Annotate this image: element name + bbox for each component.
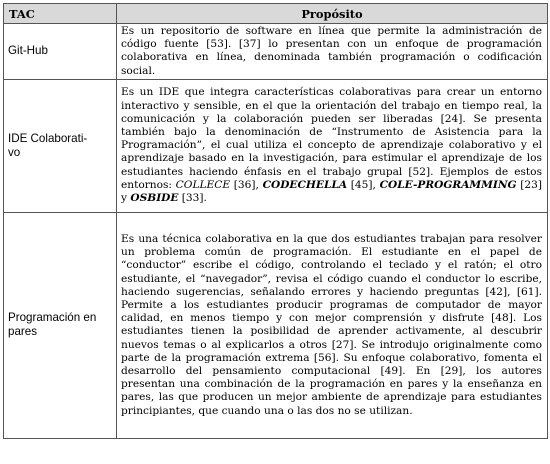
row-description-programacion-en-pares: Es una técnica colaborativa en la que dos estudiantes trabajan para resolver un problema común de programación. El estudiante en el papel de “conductor” escribe el código, controlando el teclado y el ratón; el otro estudiante, el “navegador”, revisa el código cuando el conductor lo escribe, haciendo sugerencias, señalando errores y haciendo preguntas [42], [61]. Permite a los estudiantes producir programas de computador de mayor calidad, en menos tiempo y con mejor comprensión y disfrute [48]. Los estudiantes tienen la posibilidad de aprender activamente, al descubrir nuevos temas o al explicarlos a otros [27]. Se introdujo originalmente como parte de la programación extrema [56]. Su enfoque colaborativo, fomenta el desarrollo del pensamiento computacional [49]. En [29], los autores presentan una combinación de la programación en pares y la enseñanza en pares, las que producen un mejor ambiente de aprendizaje para estudiantes principiantes, que cuando una o las dos no se utilizan. (117, 212, 548, 438)
table-row (4, 79, 548, 212)
example-collece: COLLECE (175, 178, 231, 191)
description-text: Es un IDE que integra características colaborativas para crear un entorno interactivo y sensible, en el que la orientación del trabajo en tiempo real, la comunicación y la colaboración pueden ser liberadas [24]. Se presenta también bajo la denominación de “Instrumento de Asistencia para la Programación”, el cual utiliza el concepto de aprendizaje colaborativo y el aprendizaje basado en la investigación, para estimular el aprendizaje de los estudiantes haciendo énfasis en el trabajo grupal [52]. Ejemplos de estos entornos: (121, 86, 542, 191)
example-cole-programming: COLE-PROGRAMMING (379, 178, 517, 191)
table-row (4, 24, 548, 80)
header-row (4, 4, 548, 24)
description-text: [36], (230, 178, 263, 191)
row-name-github: Git-Hub (4, 24, 117, 80)
document-page (3, 3, 547, 439)
example-osbide: OSBIDE (130, 192, 179, 205)
row-description-github: Es un repositorio de software en línea que permite la administración de código fuente [53]. [37] lo presentan con un enfoque de programación colaborativa en línea, denominada también programación o codificación social. (117, 24, 548, 80)
row-description-ide-colaborativo (117, 79, 548, 212)
row-name-line: vo (8, 145, 21, 159)
row-name-programacion-en-pares: Programación en pares (4, 212, 117, 438)
description-text: [33]. (178, 192, 207, 205)
table-header (4, 4, 548, 24)
description-text: [45], (347, 178, 380, 191)
description-text: [23] y (121, 178, 542, 205)
header-tac: TAC (4, 4, 117, 24)
row-name-line: IDE Colaborati- (8, 131, 88, 145)
example-codechella: CODECHELLA (262, 178, 348, 191)
row-name-ide-colaborativo (4, 79, 117, 212)
header-proposito: Propósito (117, 4, 548, 24)
tac-table (3, 3, 548, 439)
table-row (4, 212, 548, 438)
